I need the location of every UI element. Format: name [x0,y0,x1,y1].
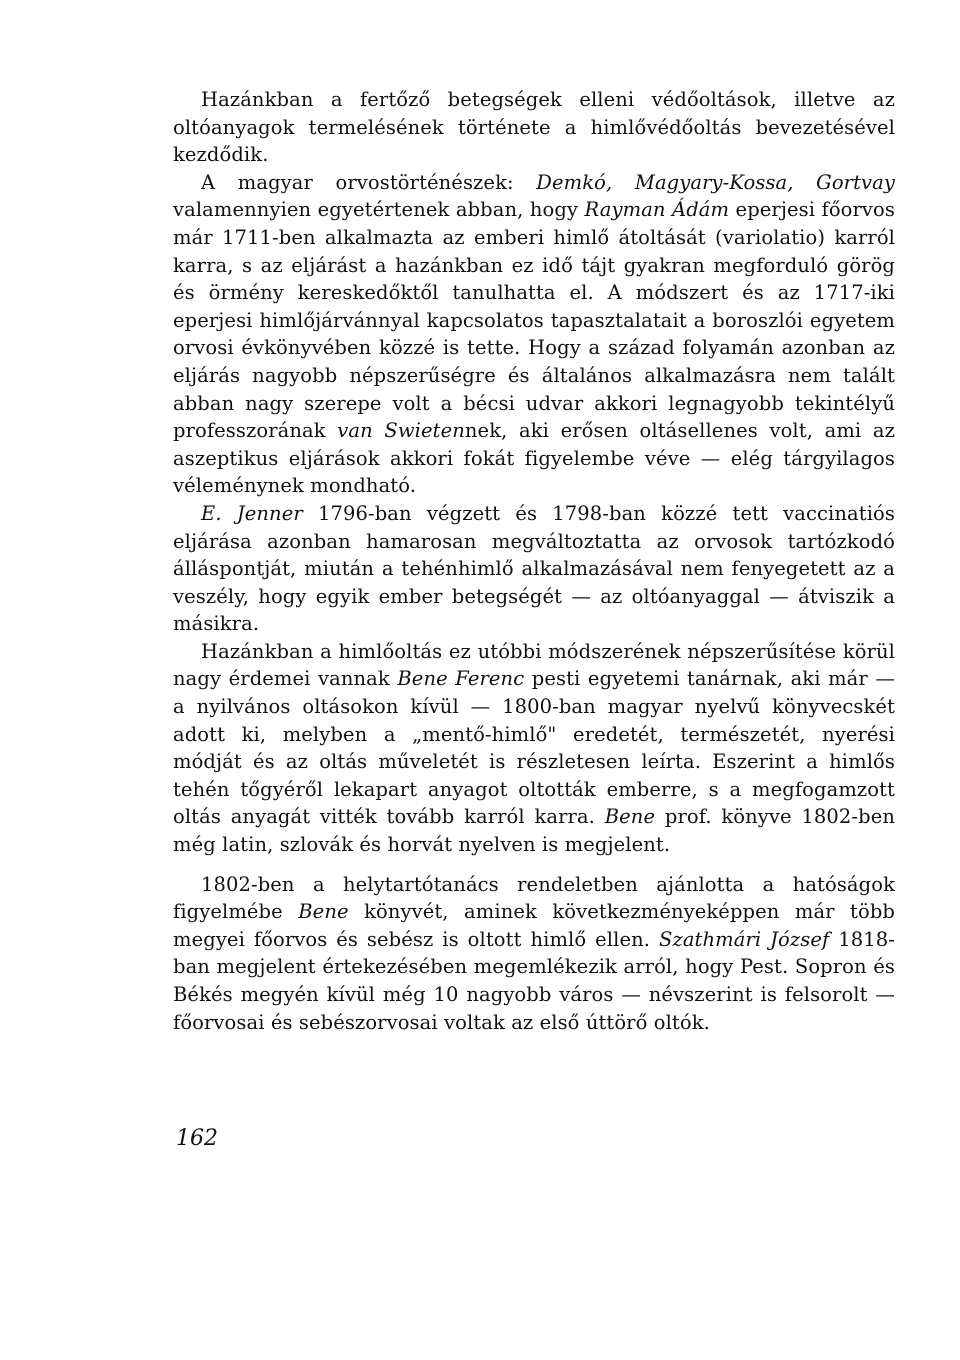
p2-seg-7: nek, aki erősen oltásellenes volt, ami az aszeptikus eljárások akkori fokát figyelembe véve — elég tárgyilagos véleménynek mondható. [173,419,895,498]
page-body [173,86,895,1036]
p2-seg-1: A magyar orvostörténészek: [201,170,537,194]
paragraph-1 [173,86,895,169]
p5-seg-5: 1818-ban megjelent értekezésében megemlékezik arról, hogy Pest. Sopron és Békés megyén kívül még 10 nagyobb város — névszerint is felsorolt — főorvosai és sebészorvosai voltak az első úttörő oltók. [173,927,895,1034]
p2-seg-5: eperjesi főorvos már 1711-ben alkalmazta az emberi himlő átoltását (variolatio) karról karra, s az eljárást a hazánkban ez idő tájt gyakran megforduló görög és örmény kereskedőktől tanulhatta el. A módszert és az 1717-iki eperjesi himlőjárvánnyal kapcsolatos tapasztalatait a boroszlói egyetem orvosi évkönyvében közzé is tette. Hogy a század folyamán azonban az eljárás nagyobb népszerűségre és általános alkalmazásra nem talált abban nagy szerepe volt a bécsi udvar akkori legnagyobb tekintélyű professzorának [173,198,895,443]
page-number: 162 [176,1126,218,1151]
p4-seg-5: prof. könyve 1802-ben még latin, szlovák és horvát nyelven is megjelent. [173,805,895,857]
p3-seg-2: 1796-ban végzett és 1798-ban közzé tett vaccinatiós eljárása azonban hamarosan megváltoztatta az orvosok tartózkodó álláspontját, miután a tehénhimlő alkalmazásával nem fenyegetett az a veszély, hogy egyik ember betegségét — az oltóanyaggal — átviszik a másikra. [173,501,895,636]
p4-seg-3: pesti egyetemi tanárnak, aki már — a nyilvános oltásokon kívül — 1800-ban magyar nyelvű könyvecskét adott ki, melyben a „mentő-himlő" eredetét, természetét, nyerési módját és az oltás műveletét is részletesen leírta. Eszerint a himlős tehén tőgyéről lekapart anyagot oltották emberre, s a megfogamzott oltás anyagát vitték tovább karról karra. [173,667,895,829]
p2-authors-italic: Demkó, Magyary-Kossa, Gortvay [536,170,895,194]
paragraph-2 [173,169,895,500]
p5-szathmari-italic: Szathmári József [658,927,830,951]
p1-text: Hazánkban a fertőző betegségek elleni védőoltások, illetve az oltóanyagok termelésének története a himlővédőoltás bevezetésével kezdődik. [173,88,895,167]
p4-bene-ferenc-italic: Bene Ferenc [397,667,525,691]
p4-bene-italic: Bene [604,805,656,829]
p5-seg-3: könyvét, aminek következményeképpen már több megyei főorvos és sebész is oltott himlő ellen. [173,900,896,951]
p3-jenner-italic: E. Jenner [201,501,303,525]
paragraph-5 [173,871,895,1037]
p2-rayman-italic: Rayman Ádám [584,198,730,222]
p2-swieten-italic: van Swieten [337,419,465,443]
paragraph-3 [173,500,895,638]
paragraph-4 [173,638,895,859]
p5-seg-1: 1802-ben a helytartótanács rendeletben ajánlotta a hatóságok figyelmébe [173,872,895,924]
p4-seg-1: Hazánkban a himlőoltás ez utóbbi módszerének népszerűsítése körül nagy érdemei vannak [173,639,895,691]
p2-seg-3: valamennyien egyetértenek abban, hogy [173,198,585,222]
p5-bene-italic: Bene [298,900,349,924]
